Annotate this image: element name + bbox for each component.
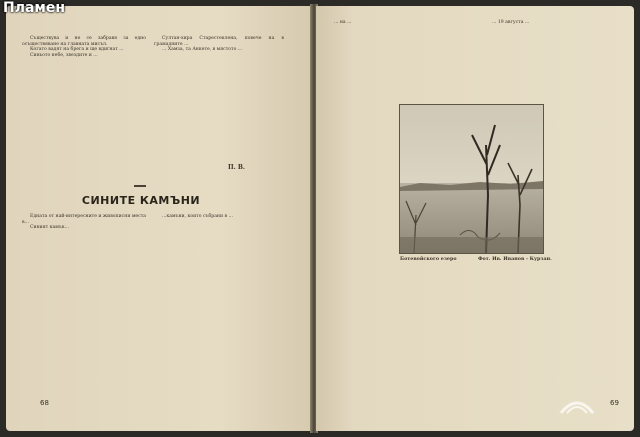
left-page xyxy=(6,6,312,431)
section-ornament xyxy=(134,185,146,187)
left-text-column-2: Султан-хира Старестеклена, повече на в грамадните ... ... Хамза, та Анкете, в мястото ... xyxy=(154,36,284,53)
right-page-number: 69 xyxy=(610,399,619,407)
bookshop-logo-icon xyxy=(557,391,597,417)
left-text-column-4: ...камъни, които събрани в ... xyxy=(162,214,233,219)
photo-caption-credit: Фот. Ив. Иванов - Курзан. xyxy=(478,256,552,262)
left-page-number: 68 xyxy=(40,399,49,407)
right-page xyxy=(316,6,634,431)
article-heading: СИНИТЕ КАМЪНИ xyxy=(81,194,201,207)
brand-watermark-text: Пламен xyxy=(3,0,66,16)
left-text-column-3: Едната от най-интересните и живописни места в... Синият камък... xyxy=(22,214,146,231)
author-initials: П. В. xyxy=(228,164,246,171)
left-text-column-1: Съществува и не се забравя за едно осъществяване на главната мисъл. Когато вадят на брега и ще вдигнат ... Синьото небе, звездите и ... xyxy=(22,36,146,58)
lake-photo xyxy=(399,104,544,254)
right-text-column-1: ... на ... xyxy=(334,20,352,25)
photo-caption-title: Ботевойского езеро xyxy=(400,256,457,262)
right-text-column-2: ... 19 августа ... xyxy=(492,20,530,25)
